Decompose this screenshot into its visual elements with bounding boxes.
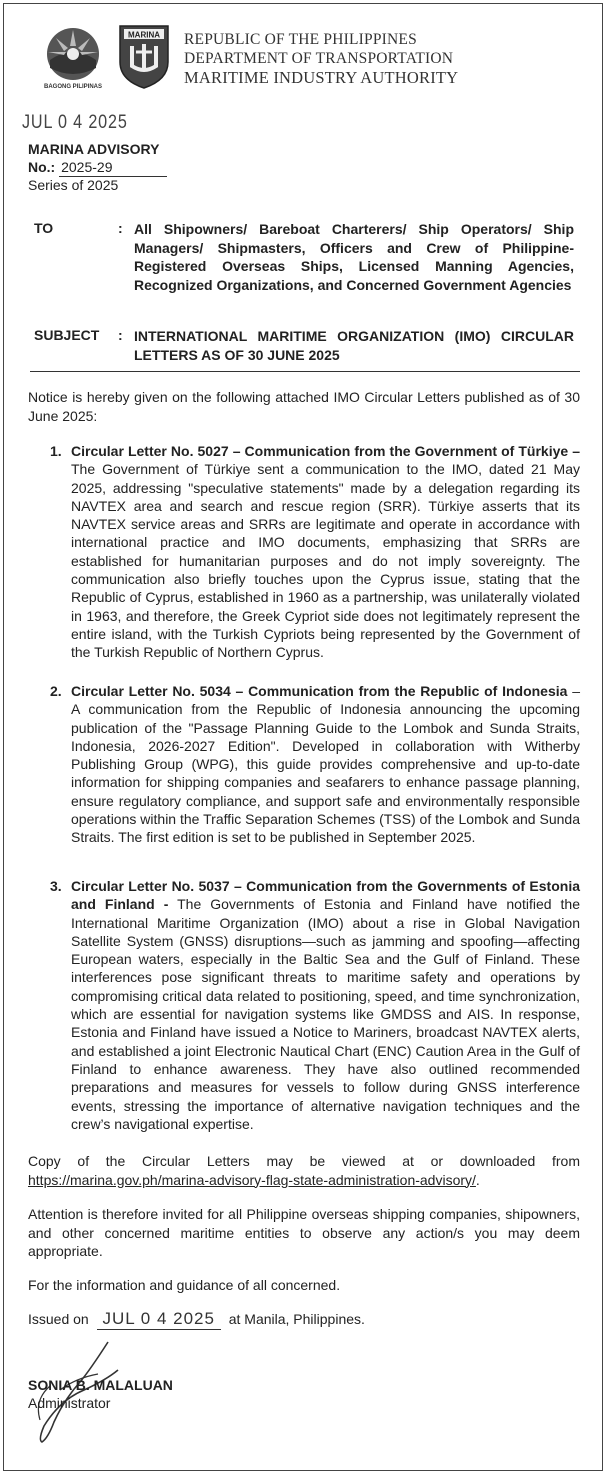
item-number: 1. bbox=[50, 443, 62, 459]
issued-date: JUL 0 4 2025 bbox=[97, 1309, 221, 1330]
subject-text: INTERNATIONAL MARITIME ORGANIZATION (IMO) CIRCULAR LETTERS AS OF 30 JUNE 2025 bbox=[134, 328, 574, 363]
to-recipients: All Shipowners/ Bareboat Charterers/ Ship Operators/ Ship Managers/ Shipmasters, Officers and Crew of Philippine-Registered Overseas Ships, Licensed Manning Agencies, Recognized Organizations, and Concerned Government Agencies bbox=[134, 221, 574, 293]
advisory-number: 2025-29 bbox=[59, 159, 167, 178]
to-label: TO bbox=[34, 220, 54, 236]
advisory-link[interactable]: https://marina.gov.ph/marina-advisory-flag-state-administration-advisory/ bbox=[28, 1171, 476, 1188]
logo1-caption: BAGONG PILIPINAS bbox=[43, 84, 103, 90]
subject-colon: : bbox=[118, 327, 123, 343]
list-item bbox=[50, 877, 580, 1133]
subject-label: SUBJECT bbox=[34, 327, 100, 343]
letterhead-line3: MARITIME INDUSTRY AUTHORITY bbox=[184, 68, 459, 87]
copy-text: Copy of the Circular Letters may be viewed at or downloaded from bbox=[28, 1153, 580, 1169]
issued-suffix: at Manila, Philippines. bbox=[228, 1311, 365, 1327]
item-title: Circular Letter No. 5034 – Communication from the Republic of Indonesia bbox=[71, 683, 568, 699]
letterhead-line1: REPUBLIC OF THE PHILIPPINES bbox=[184, 31, 417, 48]
signatory-name: SONIA B. MALALUAN bbox=[28, 1377, 173, 1393]
item-body: – A communication from the Republic of Indonesia announcing the upcoming publication of the "Passage Planning Guide to the Lombok and Sunda Straits, Indonesia, 2026-2027 Edition". Developed in collaboration with Witherby Publishing Group (WPG), this guide provides comprehensive and up-to-date information for shipping companies and seafarers to enhance passage planning, ensure regulatory compliance, and support safe and environmentally responsible operations within the Traffic Separation Schemes (TSS) of the Lombok and Sunda Straits. The first edition is set to be published in September 2025. bbox=[71, 683, 580, 846]
logo2-caption: MARINA bbox=[128, 30, 160, 40]
item-body: The Governments of Estonia and Finland have notified the International Maritime Organization (IMO) about a rise in Global Navigation Satellite System (GNSS) disruptions—such as jamming and spoofing—affecting European waters, especially in the Baltic Sea and the Gulf of Finland. These interferences pose significant threats to maritime safety and operations by compromising critical data related to positioning, speed, and time synchronization, which are essential for navigation systems like GMDSS and AIS. In response, Estonia and Finland have issued a Notice to Mariners, broadcast NAVTEX alerts, and established a joint Electronic Nautical Chart (ENC) Caution Area in the Gulf of Finland to enhance awareness. They have also outlined recommended preparations and measures for vessels to follow during GNSS interference events, stressing the importance of alternative navigation techniques and the crew’s navigational expertise. bbox=[71, 896, 580, 1132]
attention-paragraph: Attention is therefore invited for all Philippine overseas shipping companies, shipowners, and other concerned maritime entities to observe any action/s you may deem appropriate. bbox=[28, 1206, 580, 1259]
advisory-block bbox=[28, 141, 167, 195]
bagong-pilipinas-logo bbox=[38, 24, 108, 90]
marina-logo bbox=[116, 22, 172, 90]
copy-end: . bbox=[475, 1171, 480, 1188]
intro-paragraph: Notice is hereby given on the following attached IMO Circular Letters published as of 30 June 2025: bbox=[28, 389, 580, 424]
item-number: 2. bbox=[50, 683, 62, 699]
item-number: 3. bbox=[50, 878, 62, 894]
to-colon: : bbox=[118, 220, 123, 236]
item-title: Circular Letter No. 5027 – Communication from the Government of Türkiye – bbox=[71, 443, 580, 459]
list-item bbox=[50, 442, 580, 662]
copy-paragraph bbox=[28, 1152, 580, 1189]
item-title: Circular Letter No. 5037 – Communication from the Governments of Estonia and Finland - bbox=[71, 878, 580, 913]
list-item bbox=[50, 682, 580, 847]
guidance-paragraph: For the information and guidance of all concerned. bbox=[28, 1277, 341, 1293]
signatory-title: Administrator bbox=[28, 1395, 111, 1411]
divider bbox=[30, 371, 580, 372]
advisory-no-label: No.: bbox=[28, 158, 56, 175]
letterhead-line2: DEPARTMENT OF TRANSPORTATION bbox=[184, 50, 454, 67]
advisory-series: Series of 2025 bbox=[28, 177, 119, 193]
advisory-title: MARINA ADVISORY bbox=[28, 141, 160, 157]
letterhead bbox=[184, 30, 458, 87]
issued-line bbox=[28, 1309, 365, 1330]
received-date-stamp: JUL 0 4 2025 bbox=[22, 112, 128, 133]
issued-prefix: Issued on bbox=[28, 1311, 89, 1327]
item-body: The Government of Türkiye sent a communication to the IMO, dated 21 May 2025, addressing "speculative statements" made by a delegation regarding its NAVTEX area and search and rescue region (SRR). Türkiye asserts that its NAVTEX service areas and SRRs are legitimate and operate in accordance with international practice and IMO documents, emphasizing that SRRs are established for humanitarian purposes and do not imply sovereignty. The communication also briefly touches upon the Cyprus issue, stating that the Republic of Cyprus, established in 1960 as a partnership, was unilaterally violated in 1963, and therefore, the Greek Cypriot side does not legitimately represent the entire island, with the Turkish Cypriots being represented by the Government of the Turkish Republic of Northern Cyprus. bbox=[71, 461, 580, 661]
